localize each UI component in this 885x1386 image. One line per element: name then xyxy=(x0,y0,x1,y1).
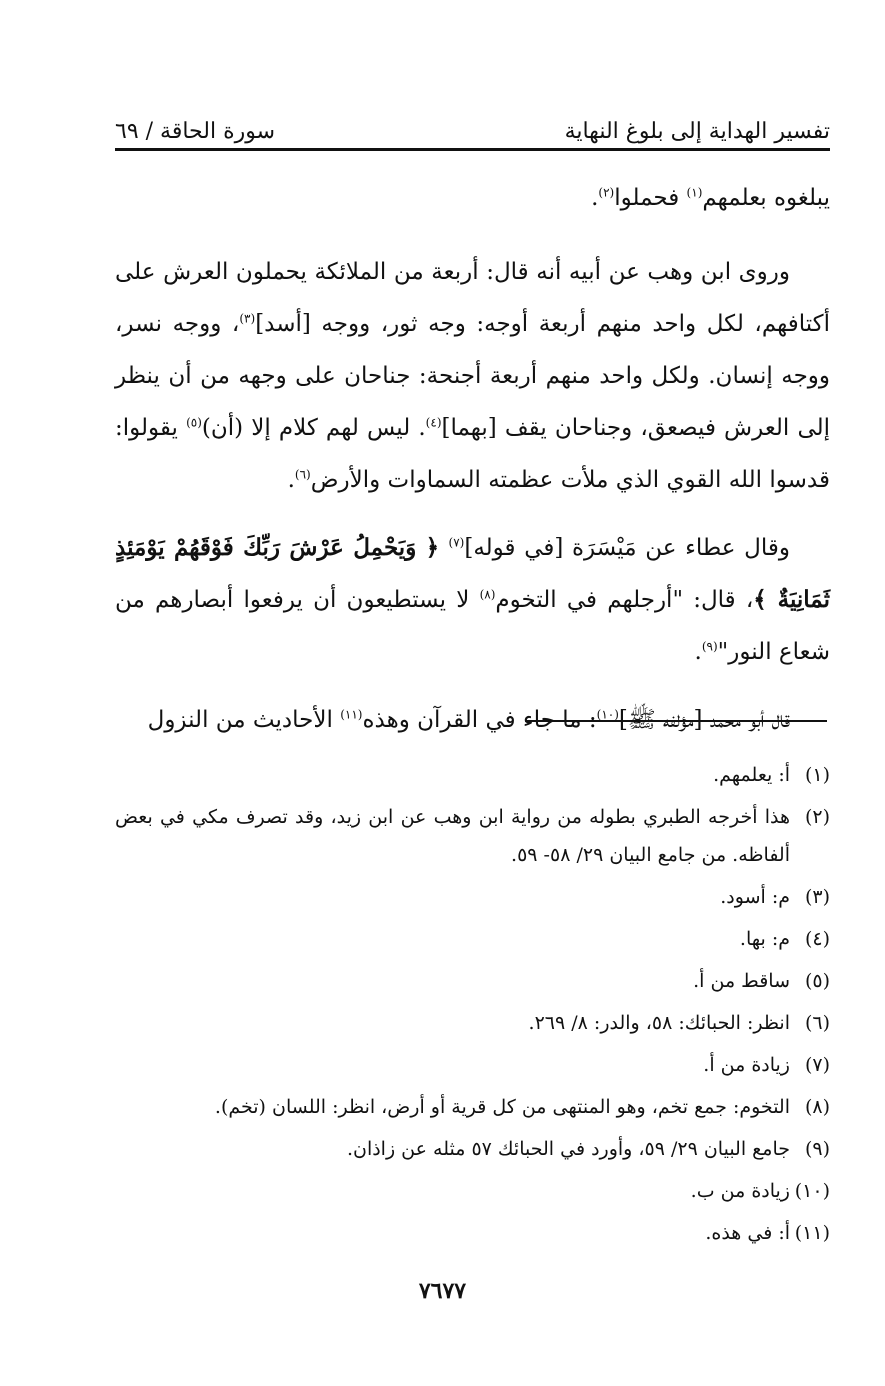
footnote-item xyxy=(115,878,830,916)
text-run: وروى ابن وهب عن أبيه أنه قال: أربعة من الملائكة يحملون العرش على أكتافهم، لكل واحد منهم أربعة أوجه: وجه ثور، ووجه [أسد] xyxy=(115,259,831,337)
footnote-number: (١٠) xyxy=(794,1180,830,1202)
footnote-text: زيادة من أ. xyxy=(703,1054,790,1076)
paragraph-2 xyxy=(115,246,830,506)
text-run: ، ووجه نسر، ووجه إنسان. ولكل واحد منهم أربعة أجنحة: جناحان على وجهه من أن ينظر إلى العرش فيصعق، وجناحان يقف [بهما] xyxy=(115,311,831,441)
footnote-item xyxy=(115,920,830,958)
footnote-text: أ: يعلمهم. xyxy=(713,764,790,786)
footnote-ref: (٥) xyxy=(186,415,202,430)
footnote-text: ساقط من أ. xyxy=(693,970,790,992)
text-run: يبلغوه بعلمهم xyxy=(702,185,830,211)
footnote-text: أ: في هذه. xyxy=(705,1222,790,1244)
text-run: لا يستطيعون أن يرفعوا أبصارهم من شعاع النور" xyxy=(115,587,830,665)
footnote-item xyxy=(115,1088,830,1126)
paragraph-1 xyxy=(115,172,830,224)
footnote-text: هذا أخرجه الطبري بطوله من رواية ابن وهب عن ابن زيد، وقد تصرف مكي في بعض ألفاظه. من جامع البيان ٢٩/ ٥٨- ٥٩. xyxy=(115,806,790,866)
footnote-item xyxy=(115,1046,830,1084)
footnote-item xyxy=(115,798,830,874)
paragraph-3 xyxy=(115,522,830,678)
quran-verse: ﴿ وَيَحْمِلُ عَرْشَ رَبِّكَ فَوْقَهُمْ يَوْمَئِذٍ ثَمَانِيَةٌ ﴾ xyxy=(115,534,830,613)
footnote-number: (٧) xyxy=(804,1054,830,1076)
footnote-text: م: بها. xyxy=(739,928,790,950)
footnote-ref: (٩) xyxy=(701,639,718,654)
footnotes xyxy=(115,756,830,1256)
text-run: : ما جاء في القرآن وهذه xyxy=(362,707,597,733)
text-run: . xyxy=(591,185,599,211)
surah-page-label: سورة الحاقة / ٦٩ xyxy=(115,119,276,144)
footnote-item xyxy=(115,1172,830,1210)
footnote-ref: (٨) xyxy=(479,587,496,602)
footnote-number: (٥) xyxy=(804,970,830,992)
footnote-ref: (١١) xyxy=(340,707,363,722)
footnote-ref: (٤) xyxy=(425,415,442,430)
footnote-text: انظر: الحبائك: ٥٨، والدر: ٨/ ٢٦٩. xyxy=(528,1012,790,1034)
footnote-ref: (٦) xyxy=(294,467,311,482)
main-text xyxy=(115,172,830,762)
footnote-item xyxy=(115,1130,830,1168)
footnote-number: (٤) xyxy=(804,928,830,950)
footnote-item xyxy=(115,962,830,1000)
footnote-number: (٣) xyxy=(804,886,830,908)
running-header xyxy=(115,100,830,144)
text-run: . xyxy=(287,467,295,493)
text-run: الأحاديث من النزول xyxy=(147,707,341,733)
page-number: ٧٦٧٧ xyxy=(418,1278,467,1304)
footnote-number: (١) xyxy=(804,764,830,786)
footnote-ref: (١) xyxy=(686,185,703,200)
text-run: قال أبو محمد [مؤلفه ﷺ] xyxy=(618,707,790,733)
footnote-number: (٢) xyxy=(804,806,830,828)
footnote-number: (٩) xyxy=(804,1138,830,1160)
text-run: ، قال: "أرجلهم في التخوم xyxy=(495,587,754,613)
footnote-number: (١١) xyxy=(794,1222,830,1244)
footnote-number: (٦) xyxy=(804,1012,830,1034)
footnote-ref: (٧) xyxy=(448,535,465,550)
text-run: . xyxy=(694,639,702,665)
footnote-item xyxy=(115,1214,830,1252)
text-run: وقال عطاء عن مَيْسَرَة [في قوله] xyxy=(464,535,790,561)
footnote-ref: (٣) xyxy=(239,311,256,326)
footnote-separator xyxy=(525,720,827,722)
footnote-text: جامع البيان ٢٩/ ٥٩، وأورد في الحبائك ٥٧ مثله عن زاذان. xyxy=(346,1138,790,1160)
footnote-number: (٨) xyxy=(804,1096,830,1118)
footnote-text: زيادة من ب. xyxy=(690,1180,790,1202)
footnote-ref: (٢) xyxy=(598,185,615,200)
footnote-text: م: أسود. xyxy=(720,886,790,908)
footnote-ref: (١٠) xyxy=(596,707,619,722)
text-run: فحملوا xyxy=(614,185,687,211)
footnote-item xyxy=(115,756,830,794)
footnote-item xyxy=(115,1004,830,1042)
footnote-text: التخوم: جمع تخم، وهو المنتهى من كل قرية أو أرض، انظر: اللسان (تخم). xyxy=(214,1096,790,1118)
book-title: تفسير الهداية إلى بلوغ النهاية xyxy=(564,119,830,144)
text-run: . ليس لهم كلام إلا (أن) xyxy=(201,415,426,441)
text-run: يقولوا: قدسوا الله القوي الذي ملأت عظمته السماوات والأرض xyxy=(115,415,830,493)
header-rule xyxy=(115,148,830,151)
